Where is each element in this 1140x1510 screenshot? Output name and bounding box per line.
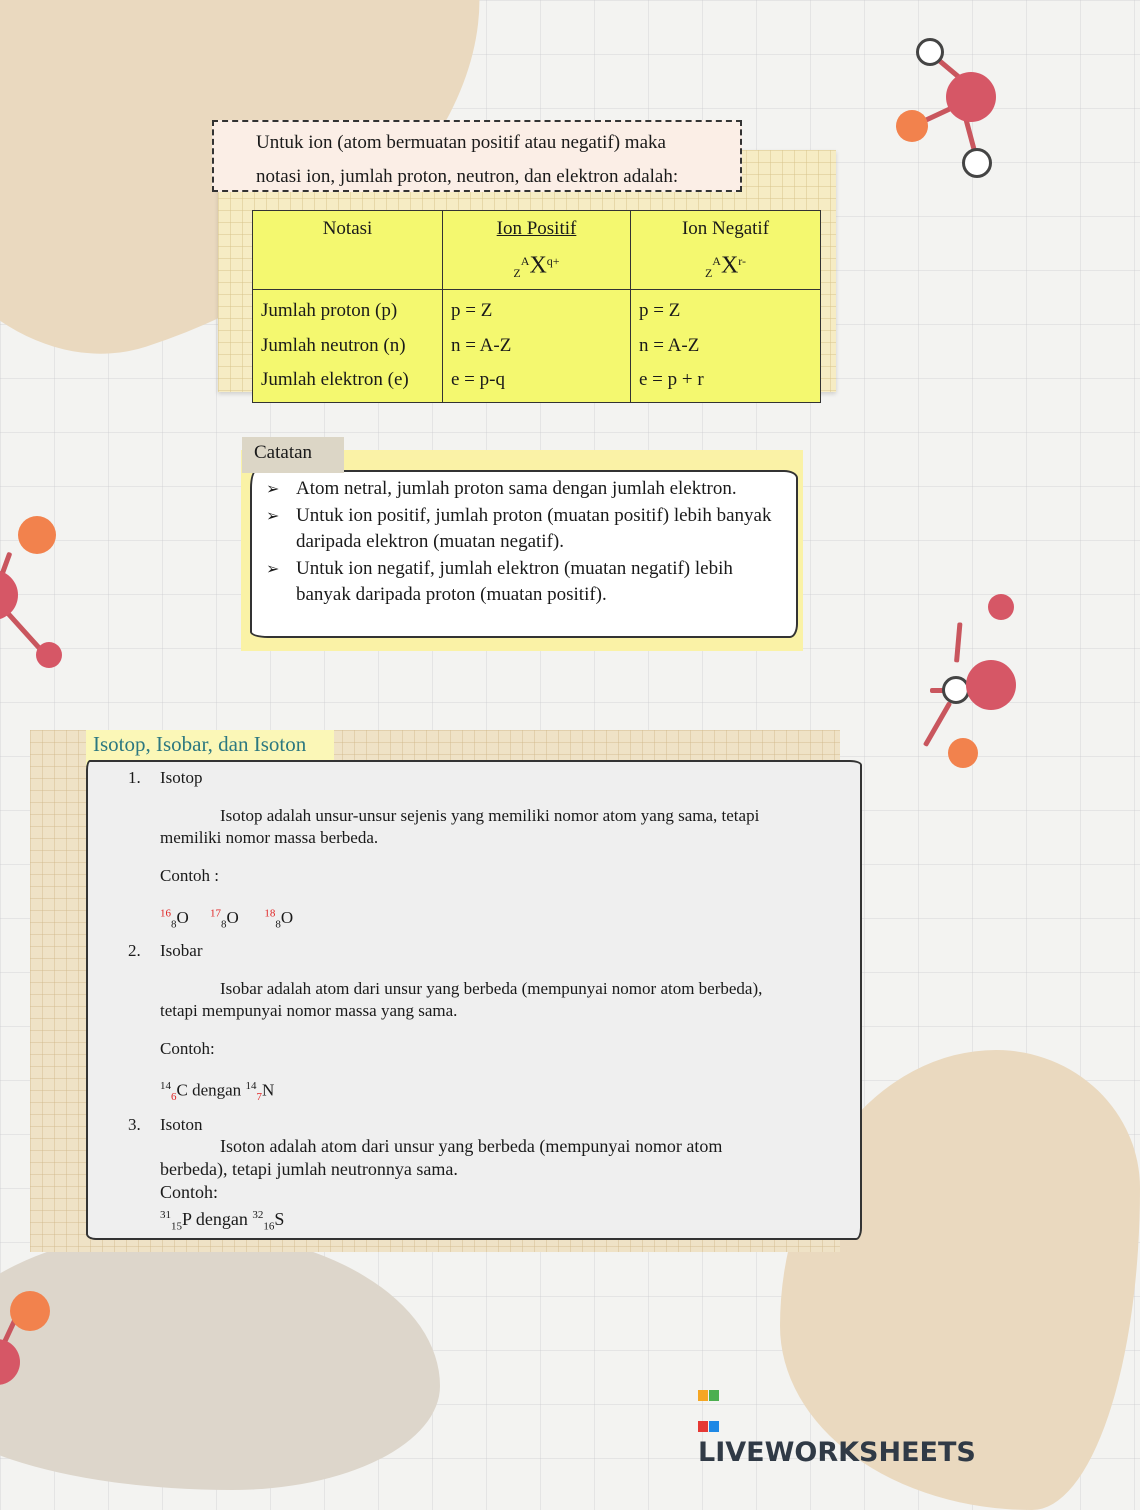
header-ion-negatif-label: Ion Negatif — [681, 218, 770, 239]
positif-value: p = Z — [451, 300, 493, 322]
isobar-definition: Isobar adalah atom dari unsur yang berbeda (mempunyai nomor atom berbeda), — [220, 979, 763, 998]
row-label: Jumlah proton (p) — [261, 300, 398, 322]
arrow-bullet-icon: ➢ — [266, 505, 280, 525]
negatif-value: e = p + r — [639, 369, 704, 391]
isoton-heading: 3. Isoton — [128, 1115, 203, 1134]
notation-ion-positif: $_Z^AX^{q+}$ — [513, 252, 560, 281]
list-item: ➢ Untuk ion positif, jumlah proton (muatan positif) lebih banyak daripada elektron (muatan negatif). — [266, 504, 772, 552]
ion-intro-line: notasi ion, jumlah proton, neutron, dan elektron adalah: — [256, 166, 679, 187]
molecule-icon — [0, 510, 70, 670]
isotop-definition: Isotop adalah unsur-unsur sejenis yang memiliki nomor atom yang sama, tetapi — [220, 806, 760, 825]
negatif-values-cell — [631, 290, 821, 403]
isoton-contoh-label: Contoh: — [160, 1182, 219, 1202]
liveworksheets-logo-icon — [698, 1378, 720, 1402]
arrow-bullet-icon: ➢ — [266, 479, 280, 498]
ion-notation-table — [252, 210, 821, 403]
isotope-example: $^{18}_8$O — [264, 907, 294, 931]
liveworksheets-logo: LIVEWORKSHEETS — [698, 1378, 1000, 1468]
row-label: Jumlah elektron (e) — [261, 369, 409, 391]
isoton-definition: Isoton adalah atom dari unsur yang berbeda (mempunyai nomor atom — [220, 1136, 723, 1156]
isotope-example: $^{16}_8$O — [160, 907, 189, 931]
header-ion-negatif — [631, 211, 821, 290]
positif-values-cell — [443, 290, 631, 403]
row-label: Jumlah neutron (n) — [261, 334, 406, 356]
isotop-definition: memiliki nomor massa berbeda. — [160, 828, 379, 847]
positif-value: e = p-q — [451, 369, 505, 391]
molecule-icon — [0, 1285, 70, 1413]
catatan-card — [250, 470, 798, 638]
row-labels-cell — [253, 290, 443, 403]
list-item: ➢ Untuk ion negatif, jumlah elektron (muatan negatif) lebih banyak daripada proton (muatan positif). — [266, 557, 733, 605]
isotop-examples — [160, 902, 293, 935]
isotope-example: $^{17}_8$O — [210, 907, 239, 931]
isotop-heading: 1. Isotop — [128, 768, 203, 787]
header-ion-positif-label: Ion Positif — [496, 218, 577, 239]
positif-value: n = A-Z — [451, 334, 512, 356]
isoton-definition: berbeda), tetapi jumlah neutronnya sama. — [160, 1159, 458, 1179]
header-notasi: Notasi — [253, 211, 443, 290]
catatan-title: Catatan — [242, 437, 344, 473]
isobar-definition: tetapi mempunyai nomor massa yang sama. — [160, 1001, 458, 1020]
list-item: ➢ Atom netral, jumlah proton sama dengan jumlah elektron. — [266, 476, 784, 503]
molecule-icon — [900, 590, 1000, 770]
section-title: Isotop, Isobar, dan Isoton — [93, 732, 307, 756]
table-row — [253, 290, 821, 403]
isobar-example: $^{14}_6$C dengan $^{14}_7$N — [160, 1080, 275, 1104]
ion-intro-line: Untuk ion (atom bermuatan positif atau negatif) maka — [256, 132, 666, 153]
notation-ion-negatif: $_Z^AX^{r-}$ — [704, 252, 747, 281]
isobar-contoh-label: Contoh: — [160, 1039, 215, 1058]
catatan-list — [266, 476, 784, 609]
header-ion-positif — [443, 211, 631, 290]
isobar-heading: 2. Isobar — [128, 941, 203, 960]
negatif-value: p = Z — [639, 300, 681, 322]
ion-intro-box — [212, 120, 742, 192]
isotop-contoh-label: Contoh : — [160, 866, 220, 885]
molecule-icon — [890, 30, 1000, 170]
arrow-bullet-icon: ➢ — [266, 558, 280, 578]
isoton-example: $^{31}_{15}$P dengan $^{32}_{16}$S — [160, 1209, 285, 1233]
negatif-value: n = A-Z — [639, 334, 700, 356]
